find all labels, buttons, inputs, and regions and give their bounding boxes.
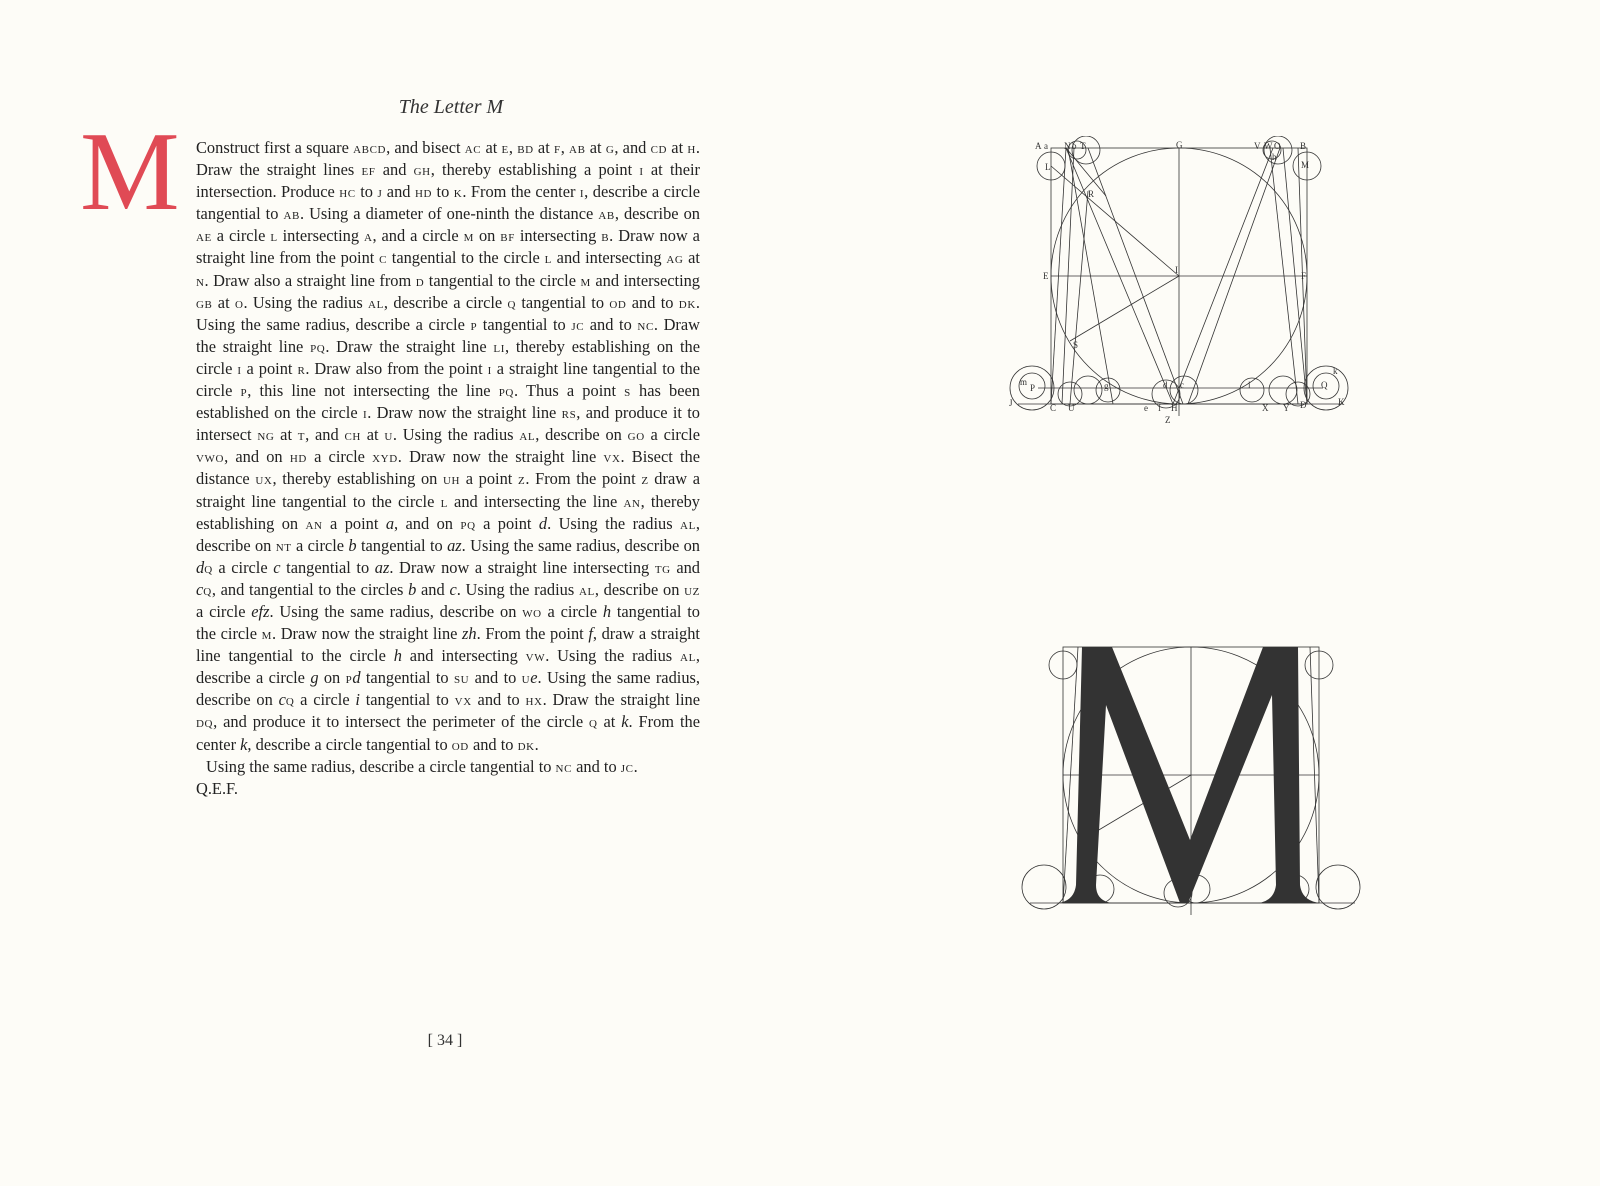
- text-run: tangential to: [516, 292, 610, 312]
- text-run: . Using the radius: [547, 513, 681, 533]
- text-run: . From the point: [476, 624, 589, 644]
- point-reference: u: [521, 668, 531, 688]
- italic-point-reference: zh: [462, 624, 477, 644]
- construction-diagram: [1008, 136, 1368, 436]
- text-run: , and: [305, 425, 345, 445]
- point-reference: i: [362, 403, 368, 423]
- point-reference: ac: [464, 138, 482, 157]
- label-H: H: [1171, 403, 1178, 413]
- point-reference: ng: [257, 425, 275, 445]
- text-run: tangential to the circle: [196, 601, 700, 644]
- italic-point-reference: g: [310, 668, 319, 688]
- text-run: at: [585, 138, 606, 157]
- point-reference: l: [440, 491, 448, 511]
- point-reference: dk: [678, 292, 696, 312]
- point-reference: e: [501, 138, 509, 157]
- point-reference: j: [377, 182, 383, 202]
- text-run: tangential to: [477, 314, 572, 334]
- instruction-paragraph: [196, 137, 700, 756]
- text-run: .: [534, 734, 539, 754]
- text-run: and: [375, 160, 414, 180]
- italic-point-reference: d: [538, 513, 548, 533]
- text-run: at their intersection. Produce: [196, 160, 700, 202]
- text-run: at: [683, 248, 700, 268]
- point-reference: ab: [283, 204, 300, 224]
- point-reference: p: [240, 381, 248, 401]
- label-W: W: [1264, 141, 1273, 151]
- label-P: P: [1030, 383, 1036, 393]
- point-reference: al: [680, 513, 696, 533]
- point-reference: s: [624, 381, 631, 401]
- label-k: k: [1333, 366, 1338, 376]
- point-reference: ag: [666, 248, 684, 268]
- label-V: V: [1254, 141, 1261, 151]
- point-reference: i: [639, 160, 644, 180]
- label-a: a: [1044, 141, 1048, 151]
- point-reference: q: [285, 690, 295, 710]
- point-reference: i: [579, 182, 585, 202]
- point-reference: nc: [637, 314, 654, 334]
- text-run: , describe on: [535, 425, 628, 445]
- drop-cap: M: [80, 110, 180, 234]
- point-reference: g: [605, 138, 615, 157]
- text-run: a circle: [306, 447, 373, 467]
- label-d: d: [1163, 380, 1168, 390]
- point-reference: r: [297, 358, 306, 378]
- point-reference: ch: [344, 425, 361, 445]
- point-reference: gb: [196, 292, 213, 312]
- italic-point-reference: c: [273, 557, 281, 577]
- text-run: a circle: [196, 601, 252, 621]
- text-run: and intersecting: [590, 270, 701, 290]
- point-reference: a: [363, 226, 373, 246]
- point-reference: jc: [620, 756, 634, 776]
- label-e: e: [1144, 403, 1148, 413]
- italic-point-reference: k: [621, 712, 629, 732]
- point-reference: ab: [598, 204, 615, 224]
- text-run: . Draw the straight line: [325, 336, 494, 356]
- label-C: C: [1050, 403, 1057, 413]
- point-reference: abcd: [353, 138, 387, 157]
- label-O: O: [1274, 141, 1281, 151]
- text-run: . Draw now a straight line intersecting: [389, 557, 655, 577]
- point-reference: m: [463, 226, 475, 246]
- text-run: ,: [560, 138, 570, 157]
- point-reference: od: [451, 734, 469, 754]
- point-reference: q: [507, 292, 517, 312]
- point-reference: m: [580, 270, 591, 290]
- point-reference: z: [641, 469, 649, 489]
- text-run: . Draw now the straight line: [397, 447, 604, 467]
- text-run: and to: [626, 292, 679, 312]
- text-run: , and tangential to the circles: [211, 579, 409, 599]
- point-reference: hd: [414, 182, 433, 202]
- point-reference: q: [589, 712, 598, 732]
- point-reference: bd: [517, 138, 534, 157]
- text-run: a circle: [294, 690, 356, 710]
- point-reference: z: [518, 469, 526, 489]
- point-reference: q: [204, 557, 213, 577]
- label-g: g: [1104, 381, 1109, 391]
- text-run: , describe a circle: [196, 646, 701, 688]
- text-run: , and produce it to intersect: [196, 403, 700, 445]
- point-reference: xyd: [372, 447, 398, 467]
- text-run: . Using the same radius, describe on: [269, 601, 523, 621]
- text-run: and intersecting: [401, 646, 526, 666]
- point-reference: i: [237, 358, 242, 378]
- point-reference: gh: [413, 160, 431, 180]
- text-run: , and produce it to intersect the perimeter of the circle: [213, 712, 590, 732]
- text-run: a point: [241, 358, 298, 378]
- label-B: B: [1300, 141, 1307, 151]
- point-reference: al: [578, 579, 595, 599]
- point-reference: od: [609, 292, 627, 312]
- label-U: U: [1068, 403, 1075, 413]
- point-reference: uz: [684, 579, 700, 599]
- text-run: . Using the same radius, describe a circle: [196, 292, 700, 334]
- label-K: K: [1338, 397, 1345, 407]
- label-M: M: [1301, 160, 1310, 170]
- text-run: Using the same radius, describe a circle tangential to: [206, 756, 556, 776]
- italic-point-reference: d: [352, 668, 361, 688]
- text-run: . Draw also from the point: [305, 358, 488, 378]
- text-run: a point: [460, 469, 519, 489]
- text-run: and to: [468, 734, 518, 754]
- italic-point-reference: b: [348, 535, 357, 555]
- label-S: S: [1073, 340, 1079, 350]
- point-reference: b: [601, 226, 610, 246]
- text-run: . Draw also a straight line from: [204, 270, 416, 290]
- point-reference: vx: [454, 690, 472, 710]
- text-run: , thereby establishing on: [196, 491, 700, 533]
- label-R: R: [1088, 189, 1095, 199]
- point-reference: cd: [650, 138, 668, 157]
- text-run: . Draw now the straight line: [272, 624, 463, 644]
- text-run: draw a straight line tangential to the circle: [196, 469, 700, 511]
- italic-point-reference: i: [355, 690, 360, 710]
- point-reference: c: [379, 248, 388, 268]
- italic-point-reference: h: [393, 646, 402, 666]
- point-reference: dk: [517, 734, 535, 754]
- text-run: and: [416, 579, 450, 599]
- point-reference: vwo: [196, 447, 225, 467]
- point-reference: al: [368, 292, 384, 312]
- text-run: . Using the radius: [392, 425, 520, 445]
- text-run: intersecting: [514, 226, 602, 246]
- text-run: , describe on: [196, 513, 701, 555]
- point-reference: hd: [289, 447, 307, 467]
- page-title: The Letter M: [398, 96, 504, 118]
- closing-instruction-paragraph: [196, 756, 700, 778]
- text-run: , describe a circle tangential to: [247, 734, 452, 754]
- point-reference: h: [687, 138, 696, 157]
- construction-text: [196, 137, 700, 800]
- text-run: . Draw the straight line: [542, 690, 700, 710]
- text-run: , and on: [394, 513, 461, 533]
- text-run: intersecting: [277, 226, 364, 246]
- point-reference: p: [470, 314, 478, 334]
- label-T: T: [1080, 141, 1086, 151]
- text-run: . Using the radius: [243, 292, 369, 312]
- qef-mark: Q.E.F.: [196, 778, 238, 798]
- italic-point-reference: c: [449, 579, 457, 599]
- text-run: and: [382, 182, 415, 202]
- point-reference: d: [415, 270, 425, 290]
- point-reference: al: [519, 425, 536, 445]
- text-run: . Draw the straight line: [196, 314, 700, 356]
- text-run: ,: [508, 138, 518, 157]
- point-reference: pq: [460, 513, 476, 533]
- label-Q: Q: [1321, 380, 1328, 390]
- text-run: , describe on: [614, 204, 701, 224]
- label-m: m: [1020, 377, 1028, 387]
- italic-point-reference: f: [588, 624, 593, 644]
- point-reference: dq: [196, 712, 214, 732]
- point-reference: ae: [196, 226, 212, 246]
- point-reference: t: [297, 425, 306, 445]
- point-reference: hc: [339, 182, 356, 202]
- italic-point-reference: az: [447, 535, 462, 555]
- text-run: , thereby establishing on: [272, 469, 443, 489]
- text-run: . Thus a point: [513, 381, 625, 401]
- italic-point-reference: b: [408, 579, 417, 599]
- text-run: tangential to the circle: [387, 248, 545, 268]
- text-run: tangential to: [280, 557, 375, 577]
- text-run: and to: [469, 668, 522, 688]
- label-N: N: [1064, 141, 1071, 151]
- text-run: at: [212, 292, 235, 312]
- text-run: a circle: [291, 535, 349, 555]
- point-reference: bf: [500, 226, 515, 246]
- text-run: a circle: [211, 226, 271, 246]
- text-run: a straight line tangential to the circle: [196, 358, 700, 401]
- point-reference: i: [487, 358, 492, 378]
- text-run: , describe on: [594, 579, 685, 599]
- point-reference: ef: [361, 160, 376, 180]
- point-reference: pq: [498, 381, 514, 401]
- point-reference: pq: [310, 336, 326, 356]
- point-reference: n: [196, 270, 205, 290]
- point-reference: nc: [555, 756, 573, 776]
- text-run: . Using a diameter of one-ninth the distance: [299, 204, 599, 224]
- point-reference: hx: [525, 690, 543, 710]
- italic-point-reference: c: [278, 690, 286, 710]
- text-run: . Using the radius: [545, 646, 681, 666]
- text-run: tangential to the circle: [424, 270, 581, 290]
- point-reference: l: [270, 226, 278, 246]
- text-run: a circle: [212, 557, 274, 577]
- point-reference: rs: [561, 403, 577, 423]
- text-run: has been established on the circle: [196, 381, 700, 423]
- label-c: c: [1180, 380, 1184, 390]
- label-I: I: [1175, 265, 1178, 275]
- text-run: at: [274, 425, 298, 445]
- italic-point-reference: e: [530, 668, 538, 688]
- point-reference: m: [261, 624, 272, 644]
- text-run: to: [432, 182, 454, 202]
- italic-point-reference: k: [240, 734, 248, 754]
- text-run: and: [670, 557, 700, 577]
- text-run: , and a circle: [372, 226, 464, 246]
- text-run: a point: [322, 513, 386, 533]
- point-reference: ab: [569, 138, 586, 157]
- text-run: on: [318, 668, 346, 688]
- label-J: J: [1009, 398, 1013, 408]
- text-run: , this line not intersecting the line: [247, 381, 499, 401]
- text-run: Construct first a square: [196, 138, 354, 157]
- label-f: f: [1158, 403, 1161, 413]
- italic-point-reference: h: [602, 601, 612, 621]
- text-run: . From the center: [196, 712, 700, 754]
- text-run: . From the center: [462, 182, 580, 202]
- italic-point-reference: az: [374, 557, 390, 577]
- text-run: , and: [614, 138, 651, 157]
- point-reference: u: [384, 425, 393, 445]
- text-run: . Draw now a straight line from the point: [196, 226, 700, 268]
- label-L: L: [1045, 162, 1051, 172]
- text-run: , and bisect: [386, 138, 465, 157]
- text-run: , draw a straight line tangential to the circle: [196, 624, 700, 666]
- point-reference: li: [493, 336, 505, 356]
- point-reference: k: [453, 182, 463, 202]
- point-reference: al: [680, 646, 696, 666]
- point-reference: su: [453, 668, 470, 688]
- point-reference: l: [544, 248, 552, 268]
- text-run: , thereby establishing a point: [430, 160, 640, 180]
- point-reference: go: [627, 425, 645, 445]
- text-run: a circle: [644, 425, 700, 445]
- point-reference: o: [234, 292, 244, 312]
- text-run: . Draw the straight lines: [196, 138, 701, 180]
- text-run: . Using the radius: [456, 579, 579, 599]
- point-reference: vw: [525, 646, 546, 666]
- text-run: at: [667, 138, 688, 157]
- text-run: and to: [584, 314, 638, 334]
- text-run: . From the point: [525, 469, 642, 489]
- text-run: , thereby establishing on the circle: [196, 336, 701, 378]
- label-Y: Y: [1283, 403, 1290, 413]
- text-run: . Using the same radius, describe on: [461, 535, 700, 555]
- text-run: . Bisect the distance: [196, 447, 700, 489]
- point-reference: p: [345, 668, 353, 688]
- label-b: b: [1072, 141, 1077, 151]
- point-reference: vx: [603, 447, 621, 467]
- label-E: E: [1043, 271, 1049, 281]
- text-run: .: [633, 756, 638, 776]
- label-D: D: [1300, 400, 1307, 410]
- text-run: . Draw now the straight line: [367, 403, 562, 423]
- point-reference: jc: [571, 314, 585, 334]
- text-run: and intersecting the line: [447, 491, 624, 511]
- point-reference: wo: [522, 601, 542, 621]
- text-run: on: [474, 226, 501, 246]
- label-h: h: [1272, 152, 1277, 162]
- point-reference: ux: [255, 469, 273, 489]
- text-run: at: [360, 425, 385, 445]
- text-run: and intersecting: [551, 248, 667, 268]
- point-reference: q: [203, 579, 212, 599]
- label-A: A: [1035, 141, 1042, 151]
- italic-point-reference: d: [196, 557, 205, 577]
- italic-point-reference: a: [385, 513, 395, 533]
- text-run: tangential to: [360, 668, 454, 688]
- text-run: tangential to: [356, 535, 448, 555]
- point-reference: tg: [654, 557, 671, 577]
- point-reference: nt: [275, 535, 292, 555]
- text-run: at: [597, 712, 622, 732]
- finished-letter-m-diagram: [1020, 635, 1380, 935]
- page-number: [ 34 ]: [427, 1032, 463, 1049]
- italic-point-reference: c: [196, 579, 204, 599]
- text-run: a circle: [541, 601, 603, 621]
- text-run: . Using the same radius, describe on: [196, 668, 700, 710]
- label-F: F: [1301, 271, 1307, 281]
- text-run: to: [355, 182, 378, 202]
- text-run: at: [533, 138, 554, 157]
- text-run: , and on: [224, 447, 290, 467]
- text-run: , describe a circle tangential to: [196, 182, 700, 224]
- text-run: a point: [475, 513, 539, 533]
- label-G: G: [1176, 140, 1183, 150]
- text-run: at: [481, 138, 502, 157]
- italic-point-reference: efz: [251, 601, 270, 621]
- label-X: X: [1262, 403, 1269, 413]
- text-run: tangential to: [359, 690, 455, 710]
- point-reference: uh: [443, 469, 461, 489]
- text-run: and to: [572, 756, 621, 776]
- text-run: and to: [471, 690, 526, 710]
- label-i: i: [1248, 380, 1251, 390]
- text-run: , describe a circle: [383, 292, 508, 312]
- point-reference: f: [553, 138, 561, 157]
- point-reference: an: [623, 491, 641, 511]
- point-reference: an: [305, 513, 323, 533]
- label-Z: Z: [1165, 415, 1171, 425]
